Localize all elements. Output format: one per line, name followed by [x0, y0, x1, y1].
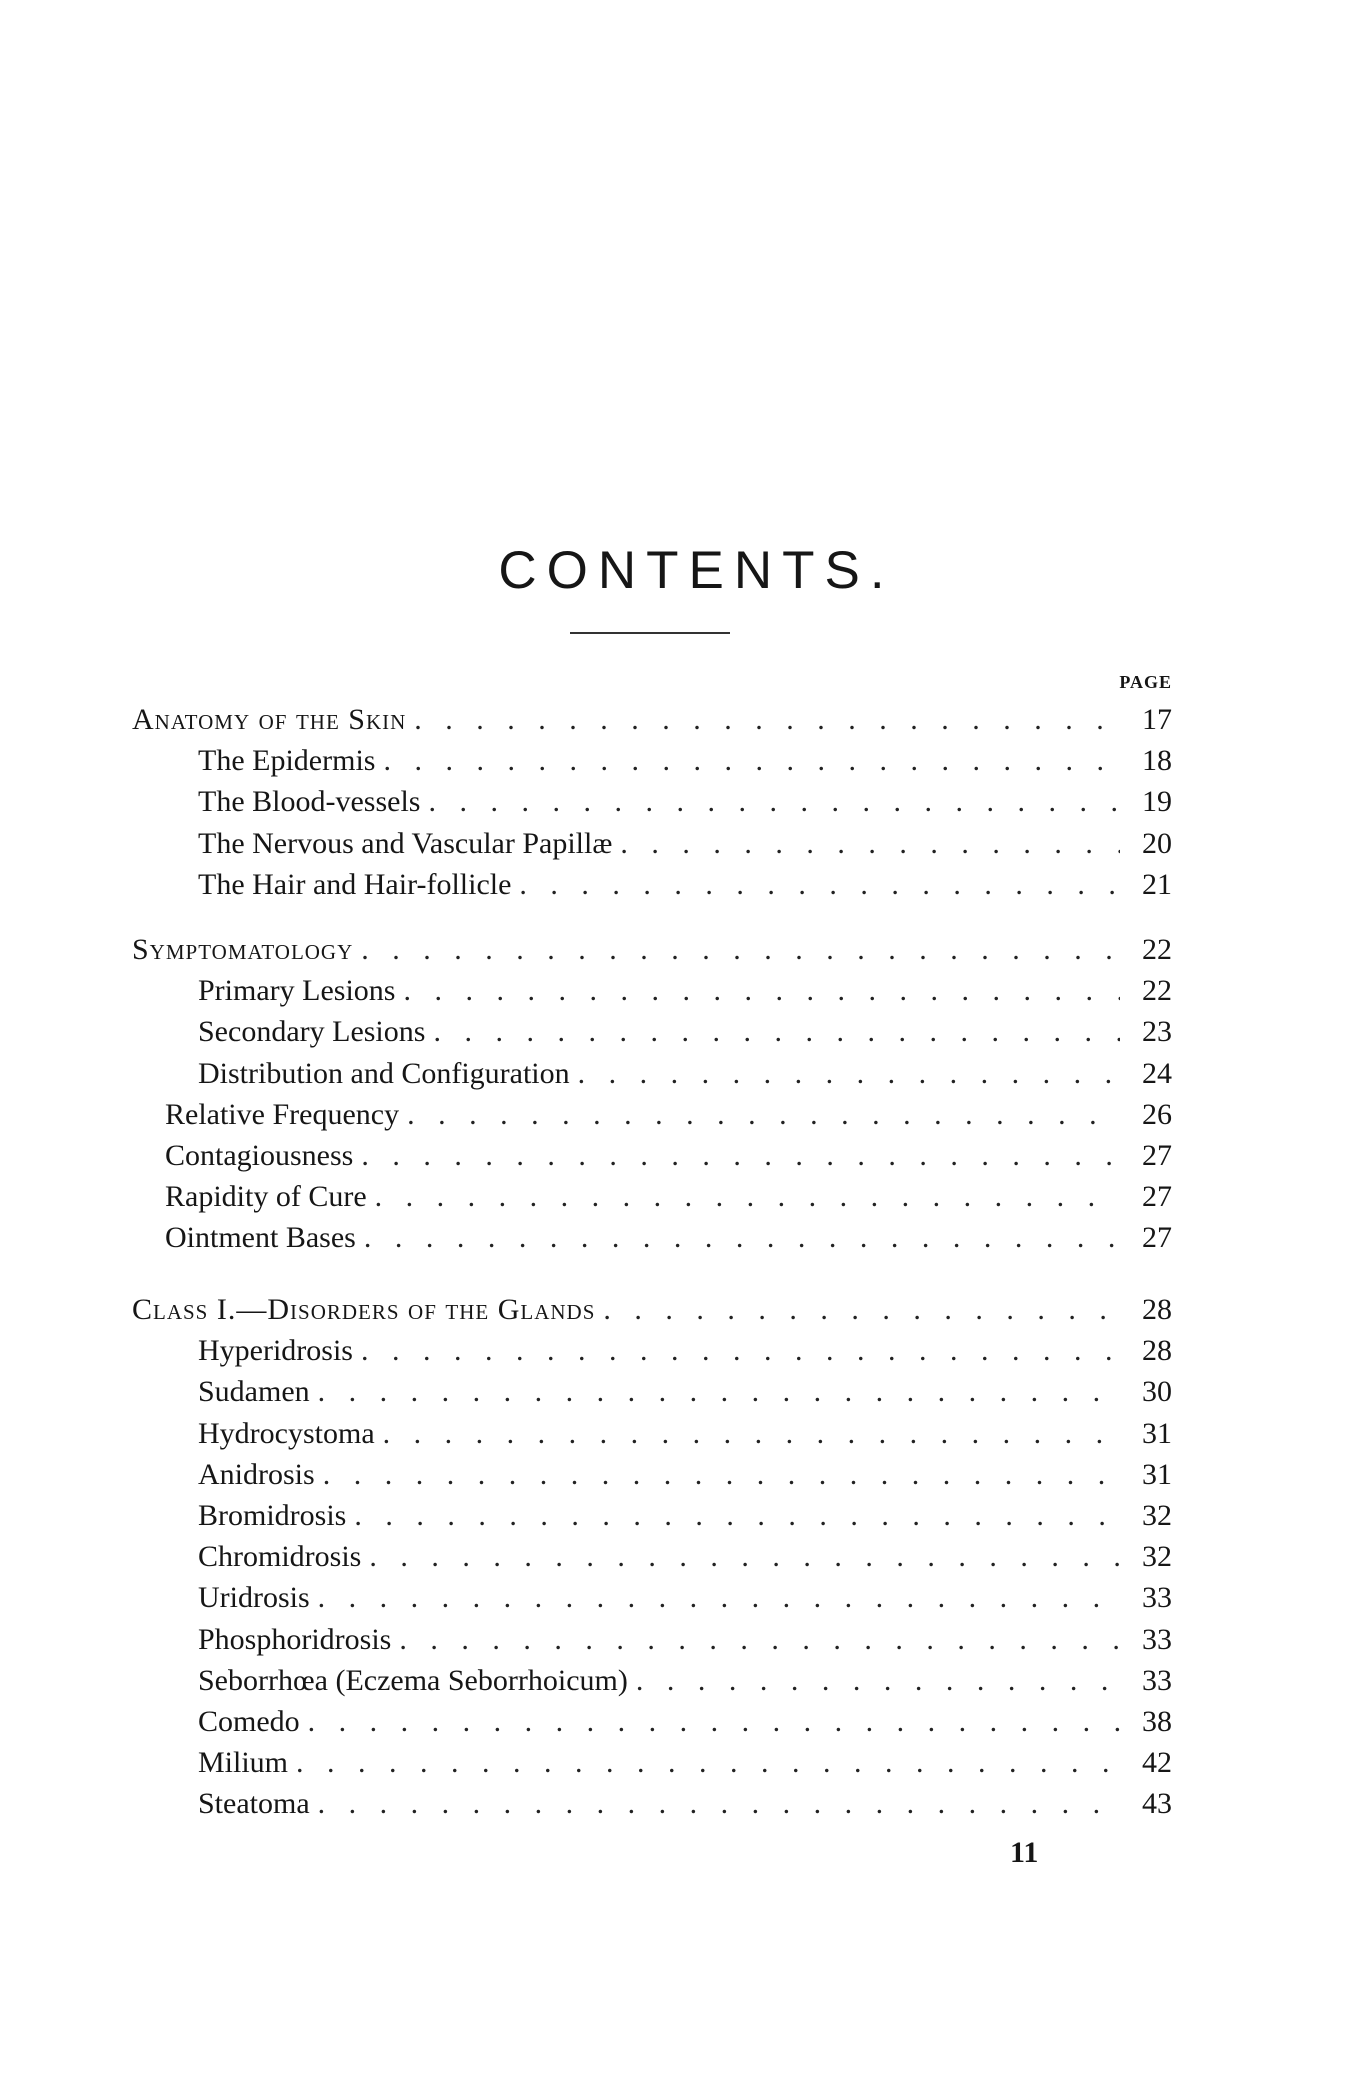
entry-page-number: 22 — [1142, 933, 1172, 966]
entry-title: Distribution and Configuration — [198, 1056, 570, 1090]
toc-entry — [165, 1218, 1172, 1258]
entry-page-number: 23 — [1142, 1015, 1172, 1049]
section-title: Anatomy of the Skin — [132, 703, 407, 736]
toc-entry — [198, 1578, 1172, 1618]
entry-page-number: 30 — [1142, 1375, 1172, 1409]
toc-entry — [165, 1095, 1172, 1135]
entry-page-number: 27 — [1142, 1221, 1172, 1255]
section-title: Class I.—Disorders of the Glands — [132, 1293, 596, 1326]
toc-entry — [165, 1177, 1172, 1217]
entry-title: The Epidermis — [198, 744, 376, 778]
toc-entry — [198, 1537, 1172, 1577]
dot-leader — [369, 1537, 1120, 1577]
dot-leader — [318, 1784, 1120, 1824]
entry-page-number: 33 — [1142, 1622, 1172, 1656]
dot-leader — [519, 865, 1120, 905]
entry-title: Ointment Bases — [165, 1221, 356, 1255]
entry-title: Sudamen — [198, 1375, 310, 1409]
entry-page-number: 28 — [1142, 1293, 1172, 1326]
dot-leader — [407, 1095, 1120, 1135]
page-title: CONTENTS. — [498, 540, 895, 600]
entry-page-number: 33 — [1142, 1581, 1172, 1615]
dot-leader — [308, 1702, 1120, 1742]
entry-title: The Blood-vessels — [198, 785, 421, 819]
toc-entry — [198, 824, 1172, 864]
toc-entry — [198, 1702, 1172, 1742]
toc-entry — [198, 1455, 1172, 1495]
entry-title: Uridrosis — [198, 1581, 310, 1615]
entry-page-number: 42 — [1142, 1746, 1172, 1780]
entry-page-number: 18 — [1142, 744, 1172, 778]
dot-leader — [318, 1372, 1120, 1412]
entry-title: Comedo — [198, 1705, 300, 1738]
entry-title: Hyperidrosis — [198, 1334, 353, 1368]
toc-entry — [198, 782, 1172, 822]
entry-title: Anidrosis — [198, 1457, 315, 1491]
toc-entry — [198, 1661, 1172, 1701]
dot-leader — [361, 1331, 1120, 1371]
dot-leader — [323, 1455, 1120, 1495]
toc-entry — [198, 865, 1172, 905]
entry-title: Rapidity of Cure — [165, 1180, 367, 1214]
toc-entry — [198, 1496, 1172, 1536]
dot-leader — [403, 971, 1120, 1011]
dot-leader — [578, 1054, 1120, 1094]
entry-page-number: 22 — [1142, 974, 1172, 1008]
toc-section-heading — [132, 930, 1172, 970]
toc-entry — [198, 1012, 1172, 1052]
entry-page-number: 43 — [1142, 1787, 1172, 1821]
entry-title: Contagiousness — [165, 1139, 354, 1172]
toc-entry — [165, 1136, 1172, 1176]
dot-leader — [414, 700, 1120, 740]
entry-page-number: 38 — [1142, 1705, 1172, 1738]
dot-leader — [361, 1136, 1120, 1176]
entry-title: Seborrhœa (Eczema Seborrhoicum) — [198, 1663, 628, 1697]
toc-entry — [198, 1414, 1172, 1454]
entry-page-number: 32 — [1142, 1540, 1172, 1574]
toc-entry — [198, 1743, 1172, 1783]
dot-leader — [383, 1414, 1120, 1454]
entry-page-number: 24 — [1142, 1056, 1172, 1090]
dot-leader — [433, 1012, 1120, 1052]
dot-leader — [364, 1218, 1120, 1258]
entry-page-number: 27 — [1142, 1180, 1172, 1214]
dot-leader — [318, 1578, 1120, 1618]
toc-section-heading — [132, 700, 1172, 740]
toc-entry — [198, 1784, 1172, 1824]
entry-page-number: 26 — [1142, 1097, 1172, 1131]
dot-leader — [399, 1620, 1120, 1660]
entry-title: Hydrocystoma — [198, 1416, 375, 1450]
dot-leader — [296, 1743, 1120, 1783]
dot-leader — [603, 1290, 1120, 1330]
entry-title: The Nervous and Vascular Papillæ — [198, 826, 613, 860]
entry-page-number: 32 — [1142, 1499, 1172, 1532]
entry-page-number: 20 — [1142, 826, 1172, 860]
dot-leader — [620, 824, 1120, 864]
entry-page-number: 17 — [1142, 703, 1172, 736]
dot-leader — [383, 741, 1120, 781]
dot-leader — [375, 1177, 1120, 1217]
entry-title: Steatoma — [198, 1787, 310, 1821]
entry-title: Primary Lesions — [198, 974, 396, 1008]
entry-page-number: 33 — [1142, 1663, 1172, 1697]
entry-title: Bromidrosis — [198, 1499, 347, 1532]
section-title: Symptomatology — [132, 933, 354, 966]
toc-entry — [198, 1331, 1172, 1371]
entry-title: Relative Frequency — [165, 1097, 400, 1131]
entry-page-number: 27 — [1142, 1139, 1172, 1172]
toc-entry — [198, 971, 1172, 1011]
dot-leader — [354, 1496, 1120, 1536]
toc-entry — [198, 741, 1172, 781]
toc-entry — [198, 1620, 1172, 1660]
entry-title: The Hair and Hair-follicle — [198, 867, 512, 901]
entry-page-number: 28 — [1142, 1334, 1172, 1368]
page-number: 11 — [1010, 1836, 1039, 1869]
page-column-label: PAGE — [1119, 672, 1172, 692]
entry-title: Milium — [198, 1746, 289, 1780]
dot-leader — [361, 930, 1120, 970]
entry-page-number: 31 — [1142, 1416, 1172, 1450]
entry-title: Chromidrosis — [198, 1540, 362, 1574]
dot-leader — [636, 1661, 1120, 1701]
entry-title: Phosphoridrosis — [198, 1622, 392, 1656]
entry-title: Secondary Lesions — [198, 1015, 426, 1049]
toc-entry — [198, 1372, 1172, 1412]
entry-page-number: 31 — [1142, 1457, 1172, 1491]
entry-page-number: 19 — [1142, 785, 1172, 819]
toc-entry — [198, 1054, 1172, 1094]
entry-page-number: 21 — [1142, 867, 1172, 901]
dot-leader — [428, 782, 1120, 822]
toc-section-heading — [132, 1290, 1172, 1330]
